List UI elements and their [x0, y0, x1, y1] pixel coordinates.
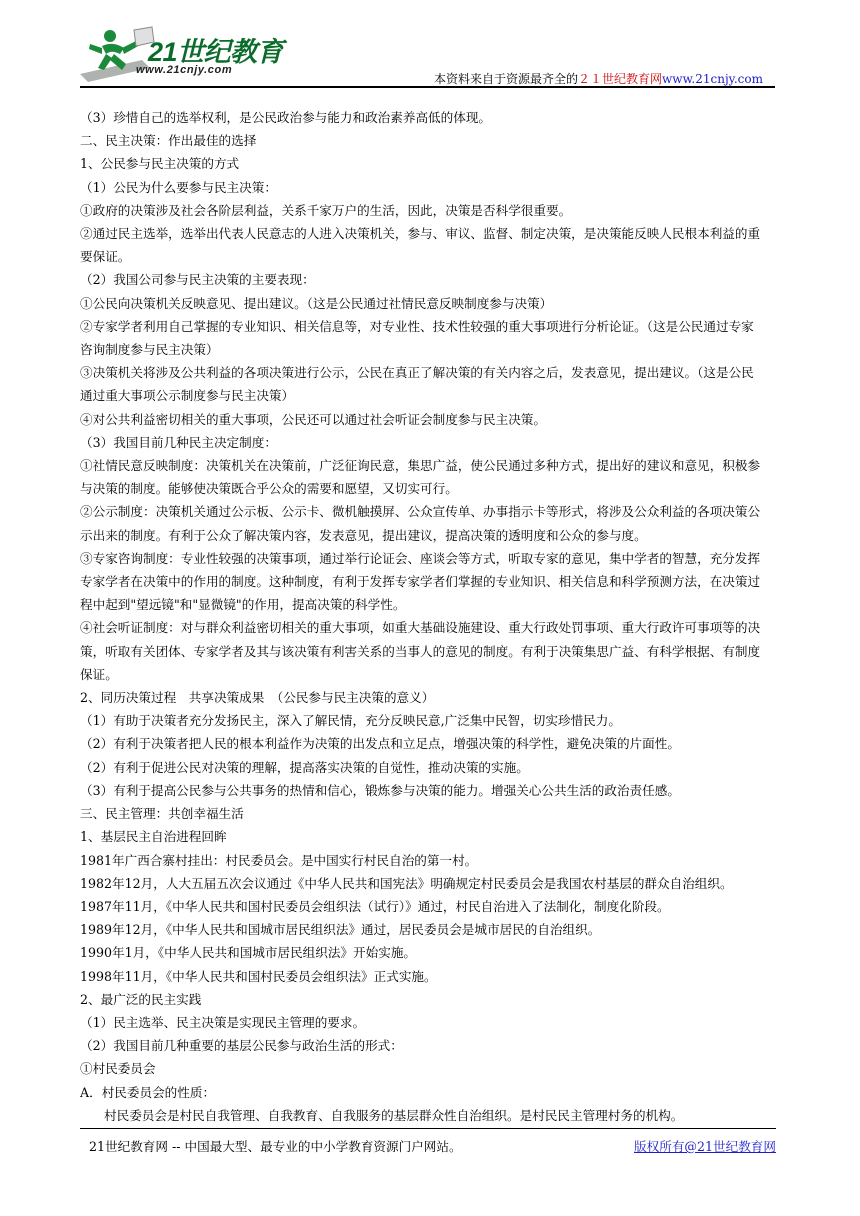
text-line: ③专家咨询制度：专业性较强的决策事项，通过举行论证会、座谈会等方式，听取专家的意见，集中学者的智慧，充分发挥	[80, 550, 761, 566]
source-url[interactable]: www.21cnjy.com	[662, 72, 763, 86]
text-line: A．村民委员会的性质：	[80, 1084, 216, 1100]
text-line: ②公示制度：决策机关通过公示板、公示卡、微机触摸屏、公众宣传单、办事指示卡等形式，将涉及公众利益的各项决策公	[80, 504, 761, 520]
text-line: 1990年1月，《中华人民共和国城市居民组织法》开始实施。	[80, 945, 417, 961]
subsection-heading: 2、最广泛的民主实践	[80, 991, 202, 1007]
text-line: 要保证。	[80, 249, 131, 265]
document-body	[80, 106, 780, 1127]
text-line: 1989年12月，《中华人民共和国城市居民组织法》通过，居民委员会是城市居民的自治组织。	[80, 922, 601, 938]
text-line: 与决策的制度。能够使决策既合乎公众的需要和愿望，又切实可行。	[80, 481, 458, 497]
logo-url: www.21cnjy.com	[136, 64, 233, 76]
text-line: 1998年11月，《中华人民共和国村民委员会组织法》正式实施。	[80, 968, 437, 984]
text-line: （2）有利于决策者把人民的根本利益作为决策的出发点和立足点，增强决策的科学性，避免决策的片面性。	[80, 736, 680, 752]
text-line: ①政府的决策涉及社会各阶层利益，关系千家万户的生活，因此，决策是否科学很重要。	[80, 202, 572, 218]
text-line: （2）我国目前几种重要的基层公民参与政治生活的形式：	[80, 1038, 403, 1054]
text-line: 专家学者在决策中的作用的制度。这种制度，有利于发挥专家学者们掌握的专业知识、相关信息和科学预测方法，在决策过	[80, 574, 761, 590]
page-header	[80, 24, 775, 88]
text-line: （3）我国目前几种民主决定制度：	[80, 434, 277, 450]
section-heading: 三、民主管理：共创幸福生活	[80, 806, 244, 822]
text-line: 程中起到"望远镜"和"显微镜"的作用，提高决策的科学性。	[80, 597, 406, 613]
copyright-link[interactable]: 版权所有@21世纪教育网	[634, 1139, 776, 1154]
source-prefix: 本资料来自于资源最齐全的	[434, 72, 579, 86]
text-line: 策，听取有关团体、专家学者及其与该决策有利害关系的当事人的意见的制度。有利于决策集思广益、有科学根据、有制度	[80, 643, 761, 659]
subsection-heading: 2、同历决策过程 共享决策成果 （公民参与民主决策的意义）	[80, 690, 435, 706]
text-line: 村民委员会是村民自我管理、自我教育、自我服务的基层群众性自治组织。是村民民主管理村务的机构。	[104, 1107, 684, 1123]
logo-text: 21世纪教育	[148, 37, 284, 67]
source-name: ２１世纪教育网	[578, 72, 663, 86]
text-line: ④对公共利益密切相关的重大事项，公民还可以通过社会听证会制度参与民主决策。	[80, 411, 546, 427]
header-source	[434, 70, 763, 87]
text-line: ①村民委员会	[80, 1061, 156, 1077]
text-line: （2）有利于促进公民对决策的理解，提高落实决策的自觉性，推动决策的实施。	[80, 759, 529, 775]
text-line: ①公民向决策机关反映意见、提出建议。（这是公民通过社情民意反映制度参与决策）	[80, 295, 553, 311]
text-line: 1981年广西合寨村挂出：村民委员会。是中国实行村民自治的第一村。	[80, 852, 478, 868]
text-line: ④社会听证制度：对与群众利益密切相关的重大事项，如重大基础设施建设、重大行政处罚事项、重大行政许可事项等的决	[80, 620, 761, 636]
text-line: （3）珍惜自己的选举权利，是公民政治参与能力和政治素养高低的体现。	[80, 110, 492, 125]
site-logo	[80, 24, 310, 86]
text-line: 1987年11月，《中华人民共和国村民委员会组织法（试行）》通过，村民自治进入了法制化，制度化阶段。	[80, 898, 670, 914]
text-line: 保证。	[80, 666, 118, 682]
text-line: ①社情民意反映制度：决策机关在决策前，广泛征询民意，集思广益，使公民通过多种方式，提出好的建议和意见，积极参	[80, 458, 761, 474]
text-line: （2）我国公司参与民主决策的主要表现：	[80, 272, 315, 288]
footer-divider	[80, 1128, 776, 1129]
text-line: （3）有利于提高公民参与公共事务的热情和信心，锻炼参与决策的能力。增强关心公共生活的政治责任感。	[80, 782, 680, 798]
footer-text: 21世纪教育网 -- 中国最大型、最专业的中小学教育资源门户网站。	[89, 1139, 462, 1154]
subsection-heading: 1、基层民主自治进程回眸	[80, 829, 227, 845]
text-line: （1）有助于决策者充分发扬民主，深入了解民情，充分反映民意,广泛集中民智，切实珍惜民力。	[80, 713, 621, 729]
header-divider	[80, 86, 775, 88]
section-heading: 二、民主决策：作出最佳的选择	[80, 133, 257, 149]
text-line: 1982年12月，人大五届五次会议通过《中华人民共和国宪法》明确规定村民委员会是我国农村基层的群众自治组织。	[80, 875, 733, 891]
text-line: 咨询制度参与民主决策）	[80, 342, 219, 358]
text-line: ③决策机关将涉及公共利益的各项决策进行公示，公民在真正了解决策的有关内容之后，发表意见，提出建议。（这是公民	[80, 365, 754, 381]
text-line: （1）民主选举、民主决策是实现民主管理的要求。	[80, 1014, 366, 1030]
text-line: ②专家学者利用自己掌握的专业知识、相关信息等，对专业性、技术性较强的重大事项进行分析论证。（这是公民通过专家	[80, 318, 754, 334]
text-line: 示出来的制度。有利于公众了解决策内容，发表意见，提出建议，提高决策的透明度和公众的参与度。	[80, 527, 647, 543]
text-line: 通过重大事项公示制度参与民主决策）	[80, 388, 295, 404]
subsection-heading: 1、公民参与民主决策的方式	[80, 156, 240, 172]
text-line: ②通过民主选举，选举出代表人民意志的人进入决策机关，参与、审议、监督、制定决策，是决策能反映人民根本利益的重	[80, 226, 761, 242]
text-line: （1）公民为什么要参与民主决策：	[80, 179, 277, 195]
